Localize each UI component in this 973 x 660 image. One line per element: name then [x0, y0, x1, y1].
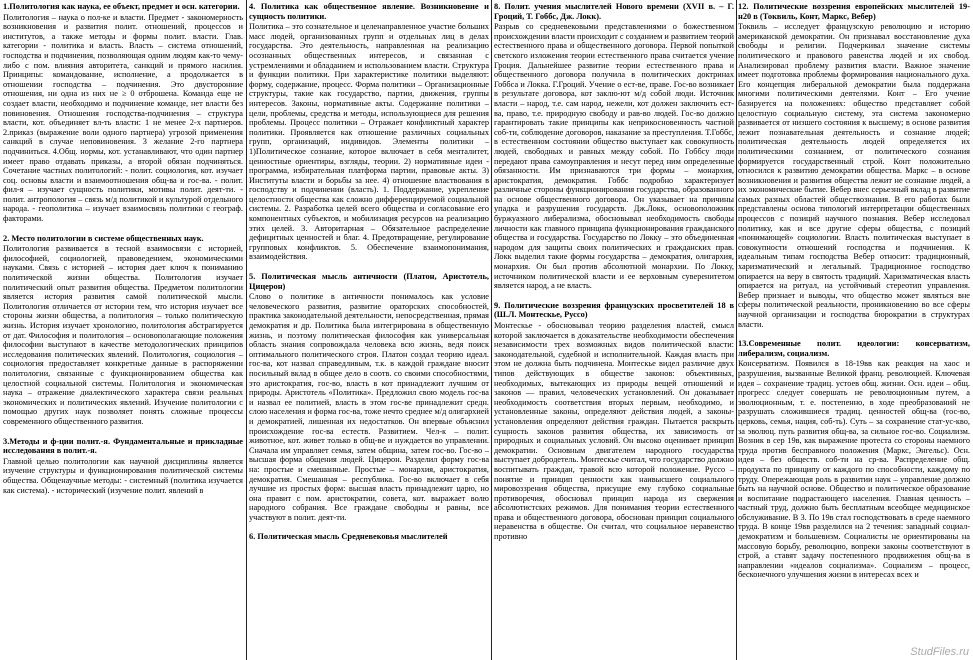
section-title: 12. Политические воззрения европейских мыслителей 19-н20 в (Токвиль, Конт, Маркс, Вебер) — [738, 2, 970, 21]
section-body: Слово о политике в античности понималось как условие человеческого развития, развитие ораторских способностей, практика законодательной деятельности, непосредственная, прямая демократия и др. Политика была интегрирована в общественную жизнь, и поэтому политическая философия как универсальная область знания сопровождала человека всю жизнь, ведя поиск оптимального политического строя. Платон создал теорию идеал. гос-ва, кот назвал справедливым, т.к. в каждой граждане вносит посильный вклад в общее дело в соотв. со своими способностями, это аристократия, гос-во, власть в кот принадлежит лучшим от природы. Аристотель «Политика». Предложил свою модель гос-ва и назвал ее политией, власть в этом гос-ве принадлежит средн. слою населения и форма гос-ва, тоже нечто среднее м/д олигархией и демократией, лишенная их недостатков. Он впервые объяснил происхождение гос-ва естеств. Развитием. Чел-к – полит. животное, кот. живет только в общ-ве и нуждается во управлении. Сначала им управляет семья, затем община, затем гос-во. Гос-во – высшая форма общения людей. Цицерон. Разделил форму гос-ва на: простые и смешанные. Простые – монархия, аристократия, демократия. Смешанная – республика. Гос-во включает в себя лучшие из простых форм: высшая власть принадлежит царю, но она правит с пом. аристократии, совета, кот. выражает волю народного собрания. Все граждане свободны и равны, все участвуют в полит. деят-ти. — [249, 292, 489, 522]
section-title: 4. Политика как общественное явление. Возникновение и сущность политики. — [249, 2, 489, 21]
section-body: Разрыв со средневековыми представлениями о божественном происхождении власти происходит с созданием и развитием теорий естественного права и общественного договора. Первой попыткой светского изложения теории естественного права считается учение Гроция. Дальнейшее развитие теории естественного права и общественного договора получила в политических доктринах Гоббса и Локка. Г.Гроций. Учение о ест-ве, праве. Гос-во возникает в результате договора, кот заклю-ют м/д собой люди. Источник власти – народ, т.е. сам народ, нежели, кот должен заключить ест-ва, право, т.е. природную свободу и рав-во людей. Гос-во должно гарантировать такие принципы как неприкосновенность частной соб-ти, соблюдение договоров, наказание за преступления. Т.Гоббс, в естественном состоянии общество выступает как совокупность людей, свободных и равных между собой. По Гоббсу люди передают права самоуправления и несут перед ним определенные обязанности. Им признаваются три формы – монархия, аристократия, демократия. Гоббс подробно характеризует различные стороны функционирования государства, образованного на основе общественного договора. Он указывает на причины упадка и разрушения государств. Дж.Локк, основоположник буржуазного либерализма, обосновывал необходимость свободы личности как главного принципа функционирования гражданского общества и государства. Государство по Локку – это объединенная народом для защиты своих политических и гражданских прав. Локк выделил такие формы государства – демократия, олигархия, монархия. Он был против абсолютной монархии. По Локку, источником политической власти и ее верховным суверенитетом является народ, а не власть. — [494, 22, 734, 291]
section-body: Политология – наука о пол-ке и власти. Предмет - закономерность возникновения и развития полит. отношений, процессов и институтов, а также методы и формы полит. власти. Глав. категории - политика и власть. Власть – система отношений, господства и подчинения, позволяющая одним людям как-то чему-либо с пом. влияния авторитета, санкций и прямого насилия. Принципы: командование, исполнение, а продолжается в отношении господства – подчинения. Это двусторонние отношения, ни одна из них не ≥ 0 отброшена. Команда еще не создает власти, необходимо и подчинение команде, нет власти без повиновения. Отношения господства-подчинения – структура власти, кот. объединяет вл-ть власти: 1 не менее 2-х партнеров. 2.приказ (выражение воли одного партнера) угрозой применения санкций в случае неповиновения. 3 желание 2-го партнера подчиниться. 4.Общ. нормы, кот. устанавливают, что один партнер имеет право отдавать приказы, а второй обязан подчиняться. Сочетание частных политологий: - полит. социология, кот. изучает соц. основы власти и взаимоотношения общ-ва и гос-ва. - полит. фил-я – изучает сущность политики, мотивы полит. деят-ти. - полит. антропология – связь м/д политикой и культурой отдельного народа. - геополитика – изучает взаимосвязь политики с географ. факторами. — [3, 12, 243, 224]
section-9 — [494, 301, 734, 542]
section-body: Политика – это сознательное и целенаправленное участие больших масс людей, организованных групп и отдельных лиц в делах государства. Это деятельность, направленная на реализацию осознанных общественных интересов, и связанная с устремлениями и обладанием и использованием власти. Структура и функции политики. При характеристике политики выделяют: форму, содержание, процесс. Форма политики – Организационные структуры, такие как государство, партии, движения, группы интересов. Законы, нормативные акты. Содержание политики – цели, проблемы, средства и методы, использующиеся для решения проблемы. Процесс политики – Отражает конфликтный характер политики. Проявляется как отношение различных социальных групп, организаций, индивидов. Элементы политики – 1)Политическое сознание, которое включает в себя менталитет, ценностные ориентиры, взгляды, теории. 2) нормативные идеи - программа, избирательная платформа партии, правовые акты. 3) Институты власти и борьбы за нее. 4) отношение властвования в господству и подчинении (власть). 1. Поддержание, укрепление целостности общества как сложно дифференцируемой социальной системы. 2. Разработка целей всего общества и согласование его компонентных субъектов, и мобилизация ресурсов на реализацию этих целей. 3. Авторитарная – Обязательное распределение дефицитных ценностей и благ. 4. Предотвращение, регулирование групповых конфликтов. 5. Обеспечение взаимопонимания, взаимодействия. — [249, 22, 489, 262]
text-column-3 — [494, 2, 734, 658]
column-divider — [246, 0, 247, 660]
column-divider — [736, 0, 737, 660]
section-1 — [3, 2, 243, 224]
section-title: 1.Политология как наука, ее объект, предмет и осн. категории. — [3, 2, 240, 11]
text-column-1 — [3, 2, 243, 658]
section-title: 2. Место политологии в системе общественных наук. — [3, 233, 204, 243]
section-13 — [738, 339, 970, 580]
section-4 — [249, 2, 489, 262]
section-title: 5. Политическая мысль античности (Платон, Аристотель, Цицерон) — [249, 272, 489, 291]
section-5 — [249, 272, 489, 522]
section-12 — [738, 2, 970, 329]
section-body: Токвиль – исследует французскую революцию и историю американской демократии. Он признавал восстановление духа свободы и религии. Подчеркивал значение системы политического и правового равенства людей и их свобод. Анализировал проблему развития власти. Важное значение имеет подготовка проблемы формирования национального духа. Его концепция либеральной демократии была поддержана многими политическими деятелями. Конт – Его учение базируется на положениях: общество представляет собой целостную социальную систему, эта система закономерно развивается от низшего состояния к высшему; в основе развития лежит познавательная деятельность и сознание людей; политическая деятельность людей определяется их политическими сознанием, от политического сознания формируется государственный строй. Конт положительно относился к развитию демократии общества. Маркс – в основе возникновения и развития общества лежит не сознание людей, а их экономические бытие. Вебер внес серьезный вклад в развитие самых разных областей обществознания. В его работах были представлены основа типологий интерпретации общественных процессов с позиций научного познания. Вебер исследовал политику, как и все другие сферы общества, с позиций «понимающей» социологии. Власть политическая выступает в совокупности отношений господства и подчинения. К идеальным типам господства Вебер относит: традиционный, харизматический и легальный. Традиционное господство опирается на веру в святость традиций. Харизматическая власть опирается на ритуал, на устойчивый стереотип управления. Вебер признает и выводы, что общество может являться вне сферы политической реальности, проникновению во все сферы научной организации и господства бюрократии в структурах власти. — [738, 22, 970, 329]
section-8 — [494, 2, 734, 291]
column-divider — [491, 0, 492, 660]
section-title: 6. Политическая мысль Средневековья мыслителей — [249, 532, 448, 542]
text-column-2 — [249, 2, 489, 658]
section-title: 3.Методы и ф-ции полит.-я. Фундаментальные и прикладные исследования в полит.-я. — [3, 436, 243, 456]
section-2 — [3, 234, 243, 427]
section-body: Монтескье - обосновывал теорию разделения властей, смысл которой заключается в доказательстве необходимости обеспечения независимости трех возможных видов политической власти: законодательной, судебной и исполнительной. Каждая власть при этом не должна быть подчинена. Монтескье видел различие двух типов действующих в обществе законов: объективных, необходимых, вытекающих из природы вещей отношений и законов — правил, человеческих установлений. Он доказывает необходимость соответствия вторых первым, необходимо, и установленные законы, определяют действия людей, а законы-установления определяют действия граждан. Пытается раскрыть сущность законов развития общества, их зависимость от природных и социальных условий. Он высоко оценивает принцип демократии. Основным двигателем народного государства выступает добродетель. Монтескье считал, что государство должно воспитывать граждан, травой всю которой положение. Руссо – понятие и принцип ценности как наивысшего социального мировоззрения общества, присущие ему глубоко социальные противоречия, обосновал принцип народа из свержения абсолютистских режимов. Для понимания теории естественного права и общественного договора, обоснован принцип социального неравенства в обществе. Он считал, что социальное неравенство противно — [494, 321, 734, 542]
text-column-4 — [738, 2, 970, 658]
section-body: Главной целью политологии как научной дисциплины является изучение структуры и функционирования политической системы общества. Общенаучные методы: - системный (политика изучается как система). - исторический (изучение полит. явлений в — [3, 456, 243, 495]
section-3 — [3, 437, 243, 496]
section-title: 8. Полит. учения мыслителей Нового времени (XVII в. – Г. Гроций, Т. Гоббс, Дж. Локк). — [494, 2, 734, 21]
section-body: Политология развивается в тесной взаимосвязи с историей, философией, социологией, правоведением, экономическими науками. Связь с историей – история дает ключ к пониманию политической жизни общества. Политология изучает политический опыт развития общества. Предметом политологии является история развития самой политической мысли. Политология отличается от истории тем, что история изучает все стороны жизни общества, а политология – только политическую жизнь. История изучает хронологию, политология абстрагируется от дат. Философия и политология – основополагающие положения философии выступают в качестве методологических принципов исследования политических явлений. Политология, социология – социология предоставляет конкретные данные в распоряжении политологии, связанные с функционированием общества как целостной социальной системы. Политология и экономическая наука – отражение диалектического характера связи реальных экономических и политических явлений. Изучение политологии с помощью других наук позволяет понять сложные процессы современного общественного развития. — [3, 244, 243, 426]
site-watermark: StudFiles.ru — [910, 646, 969, 658]
section-title: 9. Политические воззрения французских просветителей 18 в (Ш.Л. Монтескье, Руссо) — [494, 300, 734, 320]
section-body: Консерватизм. Появился в 18-19вв как реакция на хаос и разрушения, вызванные Великой франц. революцией. Ключевая идея – сохранение традиц. устоев общ. жизни. Осн. идеи – общ. прогресс следует совершать не революционным путем, а эволюционным, т. е. постепенно, в ходе преобразований не разрушать сложившиеся традиц. ценностей общ-ва (гос-во, церковь, семья, нация, соб-ть). Суть – за сохранение стат-ус-кво, за эволюц. путь развития общ-ва, за сильное гос-во. Социализм. Возник в сер 19в, как выражение протеста со стороны наемного труда против бесправного положения (Маркс, Энгельс). Осн. идея – без обществ. соб-ти на ср-ва. Распределение общ. продукта по принципу от каждого по способности, каждому по труду. Опережающая роль в развитии наук – управление должно быть на научной основе. Общество и политическое образование и воспитание подрастающего населения. Главная ценность – частный труд, должно быть бесплатным всеобщее медицинское обслуживание. В 3. По 19в стал господствовать в среде наемного труда. В конце 19вв разделился на 2 течения: западный социал-демократизм и большевизм. Социалисты не ориентированы на массовую борьбу, революцию, вопреки законы соответствуют в строй, а ставят задачу постепенного продвижения общ-ва в направлении «идеалов социализма». Социализм – процесс, бесконечного улучшения жизни в интересах всех и — [738, 359, 970, 580]
section-6 — [249, 532, 489, 542]
section-title: 13.Современные полит. идеологии: консерватизм, либерализм, социализм. — [738, 339, 970, 358]
